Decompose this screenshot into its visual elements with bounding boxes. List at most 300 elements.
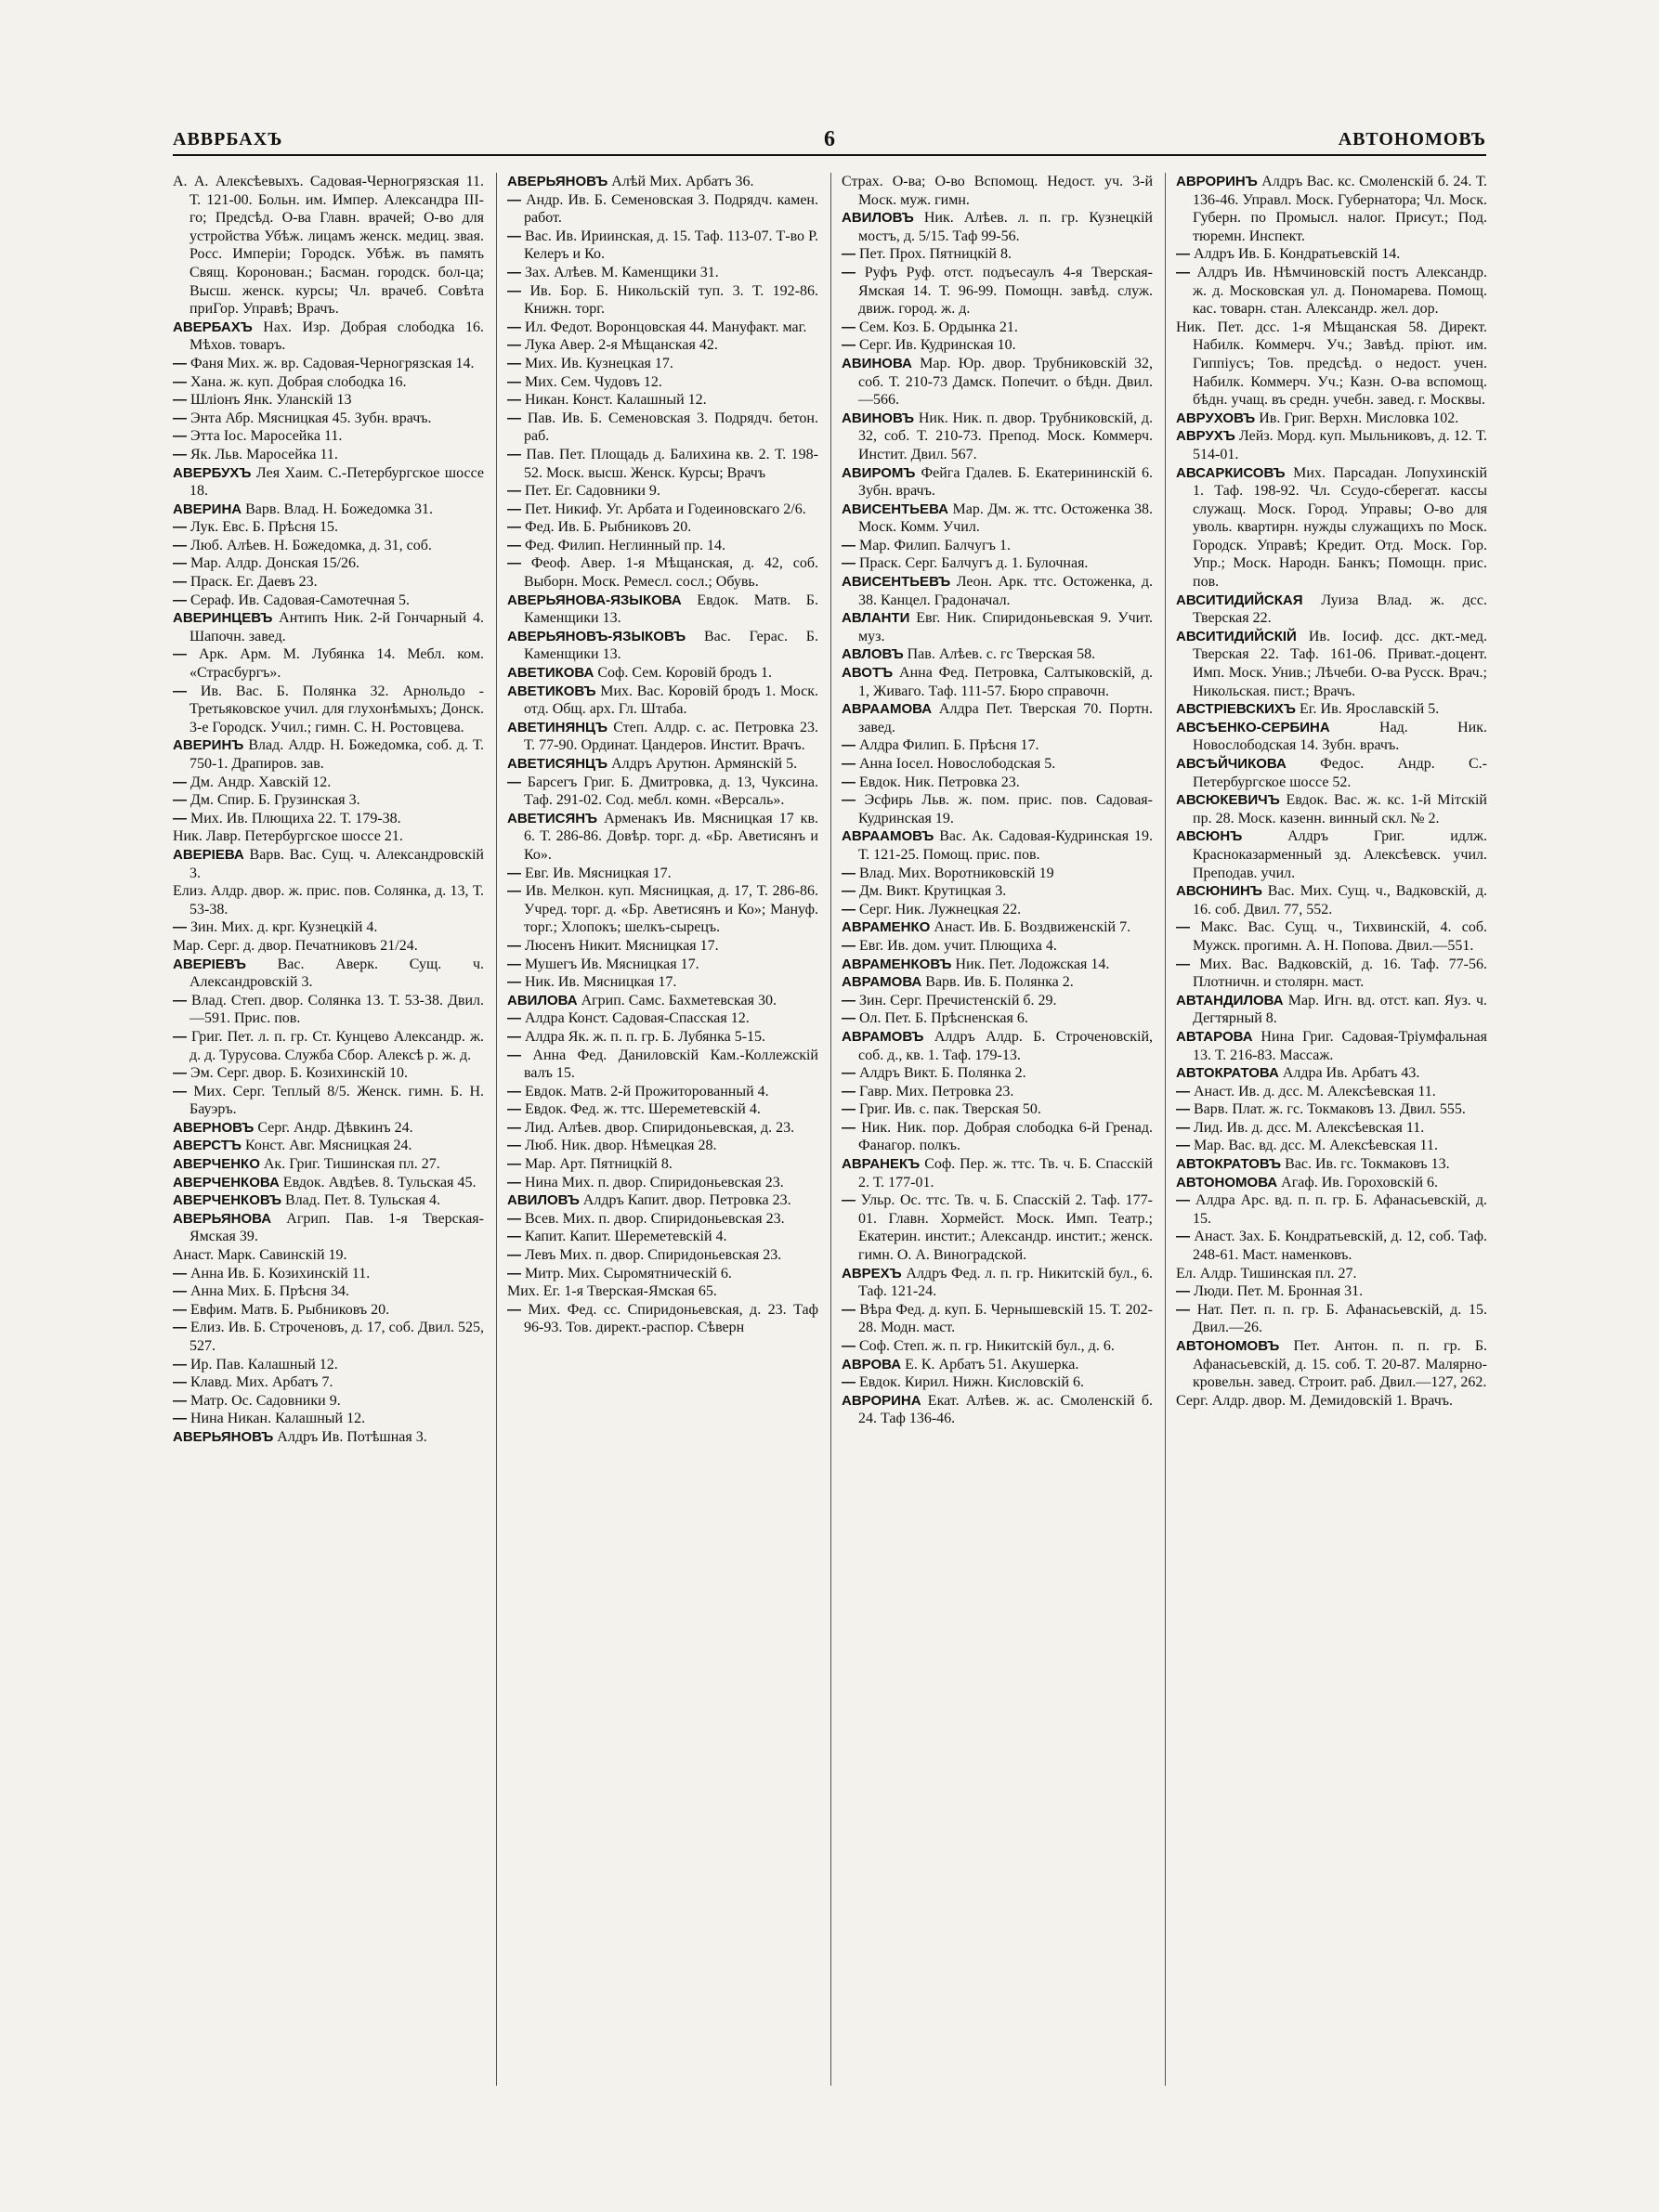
- entry-details: Левъ Мих. п. двор. Спиридоньевская 23.: [521, 1247, 782, 1264]
- directory-entry: [1176, 791, 1487, 827]
- entry-details: Вас. Аверк. Сущ. ч. Александровскій 3.: [189, 956, 484, 991]
- entry-details: Мих. Ив. Плющиха 22. Т. 179-38.: [187, 810, 401, 826]
- entry-surname: АВЕРЬЯНОВЪ-ЯЗЫКОВЪ: [507, 628, 686, 644]
- directory-entry: [842, 918, 1153, 937]
- directory-entry: [1176, 1228, 1487, 1264]
- directory-entry: [173, 355, 484, 373]
- entry-details: Вас. Ив. Ириинская, д. 15. Таф. 113-07. Т-во Р. Келеръ и Ко.: [521, 228, 818, 263]
- entry-surname: АВЕРЧЕНКО: [173, 1156, 260, 1173]
- directory-entry: [507, 1174, 818, 1192]
- entry-surname: —: [507, 355, 521, 371]
- directory-entry: [842, 554, 1153, 573]
- directory-entry: [507, 336, 818, 355]
- entry-details: Пав. Ив. Б. Семеновская 3. Подрядч. бетон. раб.: [521, 410, 818, 445]
- directory-entry: [173, 1246, 484, 1265]
- entry-details: Люсенъ Никит. Мясницкая 17.: [521, 937, 719, 954]
- entry-details: Григ. Ив. с. пак. Тверская 50.: [856, 1101, 1041, 1118]
- entry-surname: —: [1176, 919, 1190, 936]
- entry-details: Страх. О-ва; О-во Вспомощ. Недост. уч. 3-й Моск. муж. гимн.: [842, 174, 1153, 208]
- entry-surname: —: [173, 1320, 187, 1336]
- entry-details: Григ. Пет. л. п. гр. Ст. Кунцево Александр. ж. д. д. Турусова. Служба Сбор. Алексѣ р. ж. д.: [187, 1028, 484, 1063]
- directory-entry: [507, 592, 818, 628]
- entry-details: Алдра Филип. Б. Прѣсня 17.: [856, 737, 1039, 754]
- directory-entry: [842, 865, 1153, 883]
- directory-entry: [173, 956, 484, 992]
- entry-details: Фаня Мих. ж. вр. Садовая-Черногрязская 14.: [187, 355, 475, 371]
- entry-surname: —: [507, 1010, 521, 1027]
- directory-entry: [507, 683, 818, 719]
- directory-entry: [842, 319, 1153, 337]
- directory-entry: [842, 336, 1153, 355]
- entry-surname: —: [173, 446, 187, 462]
- entry-surname: —: [173, 428, 187, 445]
- entry-details: Евдок. Ник. Петровка 23.: [856, 774, 1020, 790]
- entry-details: Елиз. Ив. Б. Строченовъ, д. 17, соб. Двил. 525, 527.: [187, 1320, 484, 1354]
- directory-entry: [507, 1210, 818, 1229]
- entry-details: Евдок. Матв. Б. Каменщики 13.: [524, 592, 818, 627]
- directory-entry: [173, 683, 484, 737]
- directory-entry: [842, 1191, 1153, 1264]
- entry-details: Варв. Ив. Б. Полянка 2.: [921, 974, 1074, 991]
- directory-entry: [173, 373, 484, 392]
- entry-surname: АВИСЕНТЬЕВЪ: [842, 574, 951, 591]
- directory-entry: [1176, 1174, 1487, 1192]
- entry-details: Лид. Алѣев. двор. Спиридоньевская, д. 23.: [521, 1119, 795, 1136]
- directory-entry: [173, 810, 484, 828]
- entry-surname: АВСИТИДИЙСКІЙ: [1176, 628, 1297, 644]
- entry-surname: —: [507, 446, 521, 462]
- entry-surname: АВТОНОМОВА: [1176, 1174, 1278, 1191]
- directory-entry: [173, 592, 484, 610]
- entry-surname: —: [842, 1338, 856, 1354]
- entry-details: Анаст. Ив. д. дсс. М. Алексѣевская 11.: [1190, 1083, 1436, 1099]
- entry-surname: АВТОКРАТОВА: [1176, 1065, 1279, 1082]
- entry-details: Макс. Вас. Сущ. ч., Тихвинскій, 4. соб. Мужск. прогимн. А. Н. Попова. Двил.—551.: [1190, 919, 1487, 954]
- entry-details: Анна Фед. Даниловскій Кам.-Коллежскій валъ 15.: [521, 1047, 818, 1082]
- directory-entry: [1176, 1083, 1487, 1101]
- directory-entry: [173, 992, 484, 1028]
- directory-entry: [173, 554, 484, 573]
- entry-details: Анна Фед. Петровка, Салтыковскій, д. 1, Живаго. Таф. 111-57. Бюро справочн.: [858, 665, 1153, 699]
- entry-surname: —: [842, 1192, 856, 1209]
- entry-details: Алдръ Вас. кс. Смоленскій б. 24. Т. 136-46. Управл. Моск. Губернатора; Чл. Моск. Губерн. по Промысл. налог. Присут.; Под. тюремн. Инспект.: [1193, 174, 1487, 244]
- entry-details: Евдок. Вас. ж. кс. 1-й Мітскій пр. 28. Моск. казенн. винный скл. № 2.: [1193, 792, 1487, 826]
- directory-entry: [842, 1337, 1153, 1356]
- directory-entry: [173, 609, 484, 645]
- entry-surname: —: [173, 392, 187, 409]
- entry-details: Над. Ник. Новослободская 14. Зубн. врачъ.: [1193, 719, 1487, 754]
- directory-entry: [173, 1282, 484, 1301]
- entry-details: Пет. Ег. Садовники 9.: [521, 483, 660, 500]
- directory-entry: [842, 956, 1153, 974]
- entry-details: Фед. Ив. Б. Рыбниковъ 20.: [521, 519, 692, 536]
- directory-entry: [173, 427, 484, 446]
- directory-entry: [842, 410, 1153, 464]
- entry-details: Вѣра Фед. д. куп. Б. Чернышевскій 15. Т. 202-28. Модн. маст.: [856, 1301, 1153, 1336]
- directory-entry: [842, 1100, 1153, 1119]
- entry-surname: АВЕРЬЯНОВА-ЯЗЫКОВА: [507, 592, 682, 608]
- directory-entry: [507, 774, 818, 810]
- entry-surname: —: [1176, 956, 1190, 972]
- directory-entry: [173, 446, 484, 464]
- entry-details: Агаф. Ив. Гороховскій 6.: [1277, 1174, 1439, 1191]
- entry-details: Серг. Алдр. двор. М. Демидовскій 1. Врачъ.: [1176, 1392, 1454, 1409]
- directory-entry: [173, 464, 484, 501]
- entry-details: Влад. Степ. двор. Солянка 13. Т. 53-38. Двил.—591. Прис. пов.: [187, 992, 484, 1027]
- directory-entry: [842, 264, 1153, 319]
- entry-details: Агрип. Самс. Бахметевская 30.: [577, 992, 777, 1008]
- directory-entry: [1176, 319, 1487, 410]
- header-right-guide-word: АВТОНОМОВЪ: [1338, 129, 1486, 150]
- directory-entry: [507, 1246, 818, 1265]
- directory-entry: [507, 1191, 818, 1210]
- entry-details: Евг. Ник. Спиридоньевская 9. Учит. муз.: [858, 610, 1153, 644]
- directory-entry: [1176, 1028, 1487, 1064]
- directory-entry: [842, 1155, 1153, 1191]
- entry-surname: —: [842, 1065, 856, 1082]
- entry-surname: АВСТРІЕВСКИХЪ: [1176, 701, 1296, 718]
- entry-details: Пет. Прох. Пятницкій 8.: [856, 246, 1012, 263]
- entry-details: Влад. Мих. Воротниковскій 19: [856, 865, 1054, 881]
- entry-surname: АВТОКРАТОВЪ: [1176, 1156, 1282, 1173]
- entry-surname: АВОТЪ: [842, 665, 894, 682]
- entry-details: Мих. Серг. Теплый 8/5. Женск. гимн. Б. Н. Бауэръ.: [187, 1083, 484, 1118]
- entry-surname: —: [842, 883, 856, 900]
- directory-entry: [842, 1119, 1153, 1155]
- entry-details: Нина Никан. Калашный 12.: [187, 1411, 366, 1427]
- entry-details: Пет. Никиф. Уг. Арбата и Годеиновскаго 2/6.: [521, 501, 806, 517]
- entry-details: Нина Григ. Садовая-Тріумфальная 13. Т. 216-83. Массаж.: [1193, 1028, 1487, 1063]
- entry-surname: АВТОНОМОВЪ: [1176, 1338, 1280, 1354]
- entry-details: Алдръ Ив. Потѣшная 3.: [273, 1428, 427, 1445]
- directory-entry: [1176, 1392, 1487, 1411]
- column-rule: [830, 173, 831, 2086]
- entry-surname: —: [1176, 1192, 1190, 1209]
- entry-details: Пав. Пет. Площадь д. Балихина кв. 2. Т. 198-52. Моск. высш. Женск. Курсы; Врачъ: [521, 446, 818, 481]
- entry-details: Ир. Пав. Калашный 12.: [187, 1356, 338, 1373]
- directory-entry: [842, 992, 1153, 1010]
- entry-details: Лея Хаим. С.-Петербургское шоссе 18.: [189, 464, 484, 500]
- entry-details: Зин. Серг. Пречистенскій б. 29.: [856, 992, 1057, 1008]
- directory-entry: [507, 1265, 818, 1283]
- entry-surname: —: [173, 537, 187, 553]
- entry-details: Ол. Пет. Б. Прѣсненская 6.: [856, 1010, 1028, 1027]
- directory-entry: [507, 1228, 818, 1246]
- entry-surname: АВРАМОВЪ: [842, 1028, 924, 1045]
- entry-details: Алдръ Фед. л. п. гр. Никитскій бул., 6. Таф. 121-24.: [858, 1265, 1153, 1300]
- entry-surname: —: [842, 555, 856, 572]
- entry-details: Никан. Конст. Калашный 12.: [521, 392, 707, 409]
- directory-entry: [842, 537, 1153, 555]
- entry-details: Андр. Ив. Б. Семеновская 3. Подрядч. камен. работ.: [521, 191, 818, 227]
- entry-surname: АВЕРІЕВА: [173, 846, 244, 863]
- running-header: [173, 127, 1486, 156]
- entry-surname: —: [507, 501, 521, 517]
- entry-surname: —: [507, 937, 521, 954]
- entry-surname: —: [1176, 1301, 1190, 1318]
- entry-details: Евдок. Кирил. Нижн. Кисловскій 6.: [856, 1374, 1085, 1391]
- entry-details: Мар. Игн. вд. отст. кап. Яуз. ч. Дегтярный 8.: [1193, 992, 1487, 1027]
- directory-entry: [507, 1119, 818, 1138]
- directory-entry: [842, 700, 1153, 736]
- entry-details: Ник. Ив. Мясницкая 17.: [521, 974, 677, 991]
- directory-entry: [173, 1301, 484, 1320]
- entry-details: Мих. Фед. сс. Спиридоньевская, д. 23. Таф 96-93. Тов. директ.-распор. Сѣверн: [521, 1301, 818, 1336]
- directory-entry: [173, 1410, 484, 1428]
- directory-entry: [1176, 1100, 1487, 1119]
- entry-details: Люб. Алѣев. Н. Божедомка, д. 31, соб.: [187, 537, 432, 553]
- entry-details: Арменакъ Ив. Мясницкая 17 кв. 6. Т. 286-86. Довѣр. торг. д. «Бр. Аветисянъ и Ко».: [524, 810, 818, 863]
- directory-entry: [842, 173, 1153, 209]
- entry-details: Мар. Вас. вд. дсс. М. Алексѣевская 11.: [1190, 1138, 1438, 1154]
- entry-surname: АВЕРИНА: [173, 501, 242, 517]
- directory-entry: [1176, 173, 1487, 245]
- entry-details: Евдок. Матв. 2-й Прожиторованный 4.: [521, 1083, 769, 1099]
- entry-surname: АВРОВА: [842, 1356, 902, 1373]
- directory-entry: [842, 464, 1153, 501]
- entry-surname: АВЕРЬЯНОВА: [173, 1210, 272, 1227]
- entry-details: Алдръ Ив. Нѣмчиновскій постъ Александр. ж. д. Московская ул. д. Пономарева. Помощ. кас. товарн. стан. Александр. жел. дор.: [1190, 264, 1487, 318]
- entry-surname: —: [507, 974, 521, 991]
- entry-surname: —: [842, 337, 856, 354]
- entry-surname: —: [842, 737, 856, 754]
- entry-surname: —: [173, 1283, 187, 1300]
- directory-entry: [507, 664, 818, 683]
- entry-surname: —: [842, 246, 856, 263]
- entry-details: Серг. Ник. Лужнецкая 22.: [856, 901, 1022, 917]
- entry-details: Мушегъ Ив. Мясницкая 17.: [521, 956, 699, 972]
- entry-details: Гавр. Мих. Петровка 23.: [856, 1083, 1014, 1099]
- entry-details: Степ. Алдр. с. ас. Петровка 23. Т. 77-90. Ординат. Цандеров. Инстит. Врачъ.: [524, 719, 818, 754]
- entry-surname: —: [842, 1301, 856, 1318]
- entry-details: Ив. Іосиф. дсс. дкт.-мед. Тверская 22. Таф. 161-06. Приват.-доцент. Имп. Моск. Унив.; Лѣчеби. О-ва Русск. Врач.; Никольская. пист.; Врачъ.: [1193, 628, 1487, 699]
- entry-details: Ник. Пет. дсс. 1-я Мѣщанская 58. Директ. Набилк. Коммерч. Уч.; Завѣд. пріют. им. Гиппіусъ; Тов. предсѣд. о недост. учен. Набилк. Коммерч. Уч.; Казн. О-ва вспомощ. бѣдн. учащ. въ средн. учебн. завед. г. Москвы.: [1176, 319, 1487, 409]
- entry-details: Лид. Ив. д. дсс. М. Алексѣевская 11.: [1190, 1119, 1425, 1136]
- entry-details: Ил. Федот. Воронцовская 44. Мануфакт. маг.: [521, 319, 807, 335]
- entry-surname: АВРАНЕКЪ: [842, 1156, 921, 1173]
- directory-entry: [507, 1047, 818, 1083]
- directory-entry: [1176, 410, 1487, 428]
- entry-surname: —: [507, 555, 521, 572]
- entry-surname: —: [842, 774, 856, 790]
- directory-entry: [1176, 427, 1487, 463]
- entry-surname: —: [173, 774, 187, 790]
- entry-details: Сем. Коз. Б. Ордынка 21.: [856, 319, 1018, 335]
- directory-entry: [173, 501, 484, 519]
- entry-surname: —: [507, 537, 521, 553]
- directory-entry: [507, 865, 818, 883]
- entry-surname: —: [507, 264, 521, 280]
- entry-details: Лука Авер. 2-я Мѣщанская 42.: [521, 337, 718, 354]
- entry-details: Мих. Вас. Коровій бродъ 1. Моск. отд. Общ. арх. Гл. Штаба.: [524, 683, 818, 718]
- entry-details: Алдра Арс. вд. п. п. гр. Б. Афанасьевскій, д. 15.: [1190, 1192, 1487, 1227]
- directory-entry: [507, 518, 818, 537]
- entry-details: Алдръ Ив. Б. Кондратьевскій 14.: [1190, 246, 1401, 263]
- directory-entry: [173, 1319, 484, 1355]
- directory-entry: [507, 537, 818, 555]
- entry-surname: —: [173, 1374, 187, 1391]
- column-rule: [1165, 173, 1166, 2086]
- entry-details: Мар. Алдр. Донская 15/26.: [187, 555, 360, 572]
- entry-surname: —: [173, 1083, 187, 1099]
- entry-details: Варв. Влад. Н. Божедомка 31.: [242, 501, 434, 517]
- directory-entry: [507, 1009, 818, 1028]
- directory-entry: [842, 501, 1153, 537]
- column-2: [507, 173, 818, 2086]
- entry-surname: АВРАМОВА: [842, 974, 922, 991]
- directory-entry: [507, 719, 818, 755]
- entry-details: Лейз. Морд. куп. Мыльниковъ, д. 12. Т. 514-01.: [1193, 428, 1487, 462]
- directory-entry: [507, 992, 818, 1010]
- entry-details: Ив. Григ. Верхн. Мисловка 102.: [1255, 410, 1459, 426]
- entry-details: Ив. Вас. Б. Полянка 32. Арнольдо - Третьяковское учил. для глухонѣмыхъ; Донск. 3-е Городск. Учил.; гимн. С. Н. Ростовцева.: [187, 683, 484, 735]
- entry-surname: —: [507, 1174, 521, 1191]
- entry-surname: —: [1176, 1138, 1190, 1154]
- entry-surname: —: [173, 646, 187, 663]
- directory-entry: [507, 391, 818, 410]
- directory-entry: [842, 645, 1153, 664]
- directory-entry: [507, 554, 818, 591]
- entry-details: Евдок. Фед. ж. ттс. Шереметевскій 4.: [521, 1101, 761, 1118]
- entry-surname: —: [1176, 1101, 1190, 1118]
- entry-surname: АВТАРОВА: [1176, 1028, 1253, 1045]
- entry-surname: —: [173, 410, 187, 426]
- entry-surname: —: [507, 774, 521, 790]
- directory-entry: [507, 173, 818, 191]
- entry-surname: АВИЛОВА: [507, 992, 578, 1008]
- entry-details: Луиза Влад. ж. дсс. Тверская 22.: [1193, 592, 1487, 627]
- entry-surname: —: [507, 1083, 521, 1099]
- directory-entry: [507, 810, 818, 865]
- entry-details: Мих. Парсадан. Лопухинскій 1. Таф. 198-92. Чл. Ссудо-сберегат. кассы служащ. Моск. Город. Управы; О-во для уволь. квартирн. нужды служащихъ по Моск. Городск. Управѣ; Кредит. Отд. Моск. Гор. Упр.; Моск. Народн. Банкъ; Помощн. прис. пов.: [1193, 464, 1487, 591]
- directory-entry: [507, 755, 818, 774]
- entry-details: Матр. Ос. Садовники 9.: [187, 1392, 341, 1409]
- entry-surname: АВЕРІЕВЪ: [173, 956, 246, 972]
- directory-entry: [1176, 264, 1487, 319]
- entry-surname: —: [842, 1010, 856, 1027]
- entry-details: Серг. Ив. Кудринская 10.: [856, 337, 1016, 354]
- entry-surname: АВЕРЬЯНОВЪ: [173, 1428, 274, 1445]
- entry-surname: —: [507, 373, 521, 390]
- directory-entry: [842, 1028, 1153, 1064]
- directory-entry: [173, 537, 484, 555]
- entry-surname: —: [173, 792, 187, 809]
- entry-details: Ник. Лавр. Петербургское шоссе 21.: [173, 828, 403, 845]
- directory-entry: [173, 573, 484, 592]
- column-1: [173, 173, 484, 2086]
- entry-surname: АВИРОМЪ: [842, 464, 916, 481]
- directory-entry: [842, 901, 1153, 919]
- entry-details: Всев. Мих. п. двор. Спиридоньевская 23.: [521, 1210, 785, 1227]
- directory-entry: [1176, 464, 1487, 592]
- directory-entry: [173, 319, 484, 355]
- entry-surname: —: [507, 519, 521, 536]
- directory-columns: [173, 173, 1486, 2086]
- directory-entry: [173, 937, 484, 956]
- entry-details: Ив. Бор. Б. Никольскій туп. 3. Т. 192-86. Книжн. торг.: [521, 282, 818, 318]
- entry-surname: —: [1176, 1229, 1190, 1245]
- entry-details: Серг. Андр. Дѣвкинъ 24.: [254, 1119, 413, 1136]
- directory-entry: [842, 774, 1153, 792]
- entry-surname: —: [842, 992, 856, 1008]
- entry-details: Мар. Дм. ж. ттс. Остоженка 38. Моск. Комм. Учил.: [858, 501, 1153, 536]
- entry-details: Алдръ Викт. Б. Полянка 2.: [856, 1065, 1026, 1082]
- directory-entry: [507, 282, 818, 319]
- entry-surname: —: [507, 883, 521, 900]
- entry-surname: —: [173, 683, 187, 699]
- entry-surname: АВЕТИКОВА: [507, 665, 594, 682]
- entry-details: Мар. Арт. Пятницкій 8.: [521, 1156, 673, 1173]
- entry-details: Агрип. Пав. 1-я Тверская-Ямская 39.: [189, 1210, 484, 1245]
- entry-details: Анаст. Марк. Савинскій 19.: [173, 1247, 347, 1264]
- entry-details: Руфъ Руф. отст. подъесаулъ 4-я Тверская-Ямская 14. Т. 96-99. Помощн. завѣд. служ. движ. город. ж. д.: [856, 264, 1153, 318]
- entry-details: Екат. Алѣев. ж. ас. Смоленскій б. 24. Таф 136-46.: [858, 1392, 1153, 1427]
- entry-surname: —: [842, 264, 856, 280]
- directory-entry: [842, 1083, 1153, 1101]
- entry-surname: АВИЛОВЪ: [842, 210, 914, 227]
- directory-entry: [507, 373, 818, 392]
- entry-details: Сераф. Ив. Садовая-Самотечная 5.: [187, 592, 411, 608]
- entry-surname: АВРОРИНА: [842, 1392, 921, 1409]
- entry-surname: АВЛОВЪ: [842, 646, 904, 663]
- entry-surname: —: [173, 574, 187, 591]
- entry-details: Мар. Юр. двор. Трубниковскій 32, соб. Т. 210-73 Дамск. Попечит. о бѣдн. Двил.—566.: [858, 355, 1153, 409]
- entry-surname: АВЛАНТИ: [842, 610, 910, 627]
- directory-entry: [173, 518, 484, 537]
- header-left-guide-word: АВВРБАХЪ: [173, 129, 283, 150]
- directory-entry: [507, 355, 818, 373]
- entry-details: Дм. Андр. Хавскій 12.: [187, 774, 332, 790]
- entry-surname: —: [842, 937, 856, 954]
- entry-surname: АВЕРЧЕНКОВА: [173, 1174, 280, 1191]
- entry-surname: —: [507, 228, 521, 244]
- directory-entry: [173, 1064, 484, 1083]
- directory-entry: [1176, 1337, 1487, 1392]
- entry-details: Нах. Изр. Добрая слободка 16. Мѣхов. товаръ.: [189, 319, 484, 354]
- entry-details: Капит. Капит. Шереметевскій 4.: [521, 1229, 727, 1245]
- directory-entry: [173, 791, 484, 810]
- entry-surname: —: [173, 1411, 187, 1427]
- entry-details: Мар. Серг. д. двор. Печатниковъ 21/24.: [173, 937, 418, 954]
- directory-entry: [507, 191, 818, 228]
- directory-entry: [1176, 956, 1487, 992]
- directory-entry: [507, 482, 818, 501]
- entry-surname: АВРААМОВА: [842, 701, 933, 718]
- directory-entry: [1176, 992, 1487, 1028]
- entry-surname: АВЕРЬЯНОВЪ: [507, 174, 608, 189]
- directory-entry: [507, 1028, 818, 1047]
- entry-details: Алдръ Капит. двор. Петровка 23.: [579, 1192, 791, 1209]
- entry-details: Вас. Ак. Садовая-Кудринская 19. Т. 121-25. Помощ. прис. пов.: [858, 828, 1153, 863]
- entry-details: Нина Мих. п. двор. Спиридоньевская 23.: [521, 1174, 784, 1191]
- directory-entry: [173, 882, 484, 918]
- directory-entry: [842, 664, 1153, 700]
- directory-entry: [842, 755, 1153, 774]
- entry-details: Варв. Вас. Сущ. ч. Александровскій 3.: [189, 846, 484, 881]
- entry-details: Анна Мих. Б. Прѣсня 34.: [187, 1283, 350, 1300]
- entry-details: Е. К. Арбатъ 51. Акушерка.: [901, 1356, 1079, 1373]
- directory-entry: [1176, 1119, 1487, 1138]
- directory-entry: [1176, 1064, 1487, 1083]
- directory-entry: [173, 1191, 484, 1210]
- directory-entry: [1176, 755, 1487, 791]
- directory-entry: [507, 319, 818, 337]
- entry-details: Соф. Степ. ж. п. гр. Никитскій бул., д. 6.: [856, 1338, 1115, 1354]
- directory-entry: [173, 1174, 484, 1192]
- entry-details: Митр. Мих. Сыромятническій 6.: [521, 1265, 732, 1282]
- entry-details: Анаст. Зах. Б. Кондратьевскій, д. 12, соб. Таф. 248-61. Маст. наменковъ.: [1190, 1229, 1487, 1264]
- entry-details: Елиз. Алдр. двор. ж. прис. пов. Солянка, д. 13, Т. 53-38.: [173, 883, 484, 917]
